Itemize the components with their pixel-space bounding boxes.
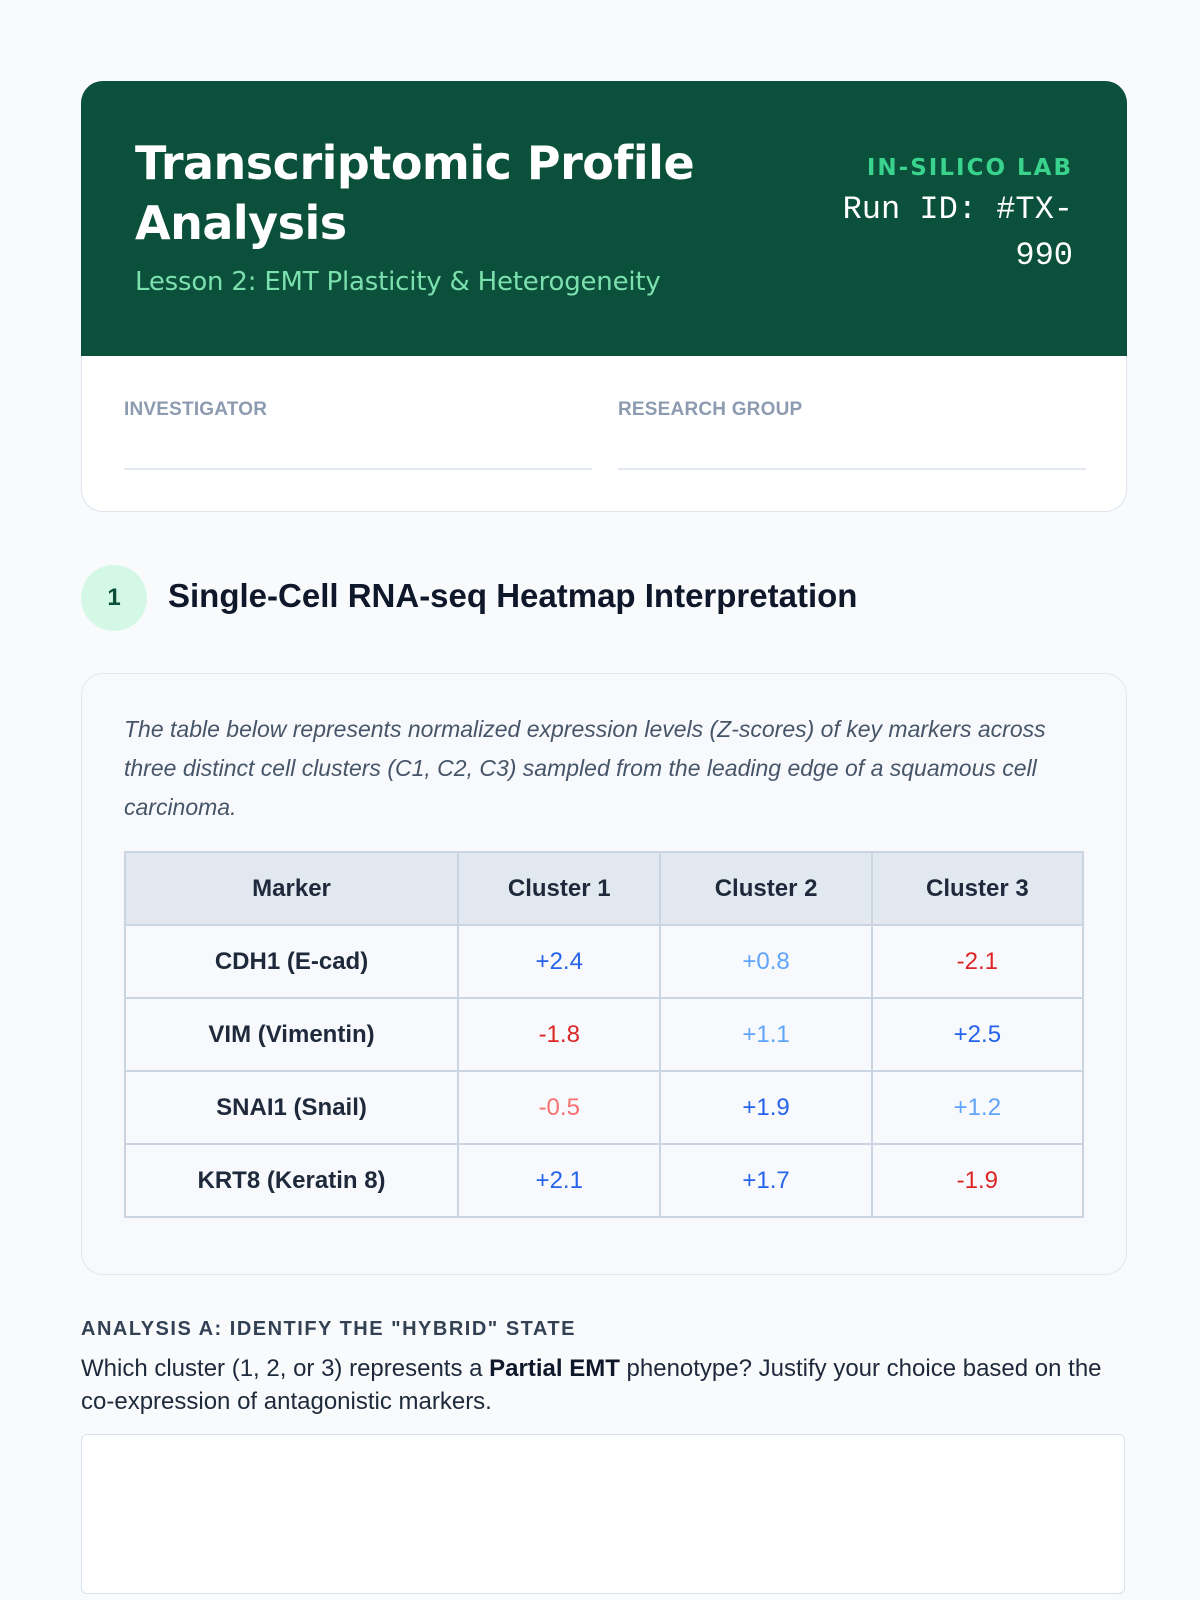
analysis-label: ANALYSIS A: IDENTIFY THE "HYBRID" STATE (81, 1318, 576, 1340)
analysis-question (81, 1352, 1121, 1418)
header-cluster-2: Cluster 2 (660, 852, 871, 925)
table-row (125, 998, 1083, 1071)
investigator-input-line[interactable] (124, 468, 592, 470)
run-id: Run ID: #TX-990 (842, 191, 1073, 274)
research-group-input-line[interactable] (618, 468, 1086, 470)
zscore-cell: +2.1 (458, 1144, 660, 1217)
table-header-row (125, 852, 1083, 925)
zscore-cell: -1.9 (872, 1144, 1083, 1217)
table-row (125, 1071, 1083, 1144)
zscore-cell: +1.1 (660, 998, 871, 1071)
heatmap-card (81, 673, 1127, 1275)
metadata-card (81, 356, 1127, 512)
zscore-cell: -0.5 (458, 1071, 660, 1144)
marker-cell: VIM (Vimentin) (125, 998, 458, 1071)
header-banner (81, 81, 1127, 356)
table-row (125, 925, 1083, 998)
zscore-cell: +2.4 (458, 925, 660, 998)
zscore-cell: +1.9 (660, 1071, 871, 1144)
page-title: Transcriptomic Profile Analysis (135, 136, 695, 250)
worksheet-page (81, 81, 1127, 1415)
answer-textarea[interactable] (81, 1434, 1125, 1594)
question-text-start: Which cluster (1, 2, or 3) represents a (81, 1355, 490, 1382)
marker-cell: KRT8 (Keratin 8) (125, 1144, 458, 1217)
zscore-cell: +1.7 (660, 1144, 871, 1217)
section-title: Single-Cell RNA-seq Heatmap Interpretation (168, 577, 858, 614)
zscore-cell: +2.5 (872, 998, 1083, 1071)
header-marker: Marker (125, 852, 458, 925)
lab-tag: IN-SILICO LAB (866, 155, 1073, 181)
table-row (125, 1144, 1083, 1217)
investigator-label: INVESTIGATOR (124, 399, 268, 420)
header-cluster-1: Cluster 1 (458, 852, 660, 925)
zscore-cell: +1.2 (872, 1071, 1083, 1144)
expression-table (124, 851, 1084, 1218)
research-group-label: RESEARCH GROUP (618, 399, 803, 420)
zscore-cell: -2.1 (872, 925, 1083, 998)
research-group-field (618, 399, 1086, 421)
question-text-end: phenotype? Justify your choice based on the co-expression of antagonistic markers. (81, 1355, 1102, 1415)
zscore-cell: +0.8 (660, 925, 871, 998)
header-cluster-3: Cluster 3 (872, 852, 1083, 925)
table-intro: The table below represents normalized expression levels (Z-scores) of key markers across three distinct cell clusters (C1, C2, C3) sampled from the leading edge of a squamous cell carcinoma. (124, 716, 1046, 820)
lesson-subtitle: Lesson 2: EMT Plasticity & Heterogeneity (135, 267, 661, 297)
section-number-badge: 1 (81, 565, 147, 631)
marker-cell: CDH1 (E-cad) (125, 925, 458, 998)
zscore-cell: -1.8 (458, 998, 660, 1071)
marker-cell: SNAI1 (Snail) (125, 1071, 458, 1144)
investigator-field (124, 399, 592, 421)
question-emphasis: Partial EMT (489, 1355, 620, 1382)
